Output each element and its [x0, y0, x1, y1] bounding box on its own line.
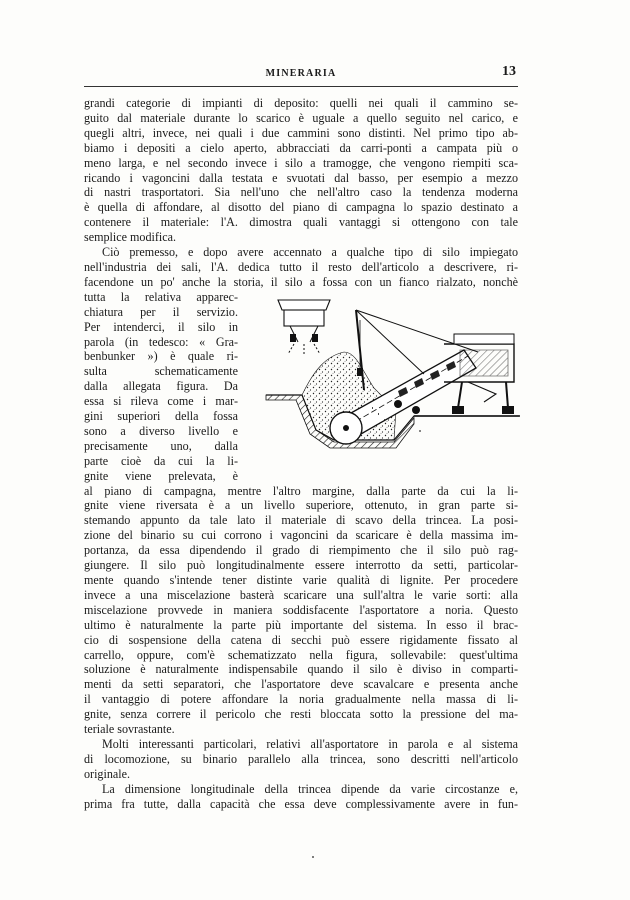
carriage-leg-right: [506, 382, 508, 408]
figure-wrap-block: [84, 290, 518, 484]
text-line: gnite viene riversata è a un livello superiore, ottenuto, in gran parte si-: [84, 498, 518, 513]
text-line: zione del binario su cui corrono i vagoncini da scaricare è della massima im-: [84, 528, 518, 543]
text-line: al piano di campagna, mentre l'altro margine, dalla parte da cui la li-: [84, 483, 518, 498]
text-line: sulta schematicamente: [84, 364, 238, 379]
text-line: tutta la relativa apparec-: [84, 289, 238, 304]
text-line: La dimensione longitudinale della trincea dipende da varie circostanze e,: [102, 781, 518, 796]
silo-figure: [264, 290, 522, 462]
guide-wheel-1: [394, 400, 402, 408]
guide-wheel-2: [412, 406, 420, 414]
text-line: Per intenderci, il silo in: [84, 319, 238, 334]
text-line: dalla allegata figura. Da: [84, 379, 238, 394]
text-line: essa si rileva come i mar-: [84, 394, 238, 409]
text-line: cio di sospensione della catena di secchi può essere rigidamente fissato al: [84, 632, 518, 647]
text-line: Ciò premesso, e dopo avere accennato a qualche tipo di silo impiegato: [102, 245, 518, 260]
text-line: ricando i vagoncini dalla testata e svuotati dal basso, per esempio a mezzo: [84, 170, 518, 185]
text-line: benbunker ») è quale ri-: [84, 349, 238, 364]
text-line: parte cioè da cui la li-: [84, 453, 238, 468]
text-line: menti da setti separatori, che l'asportatore deve scavalcare e presenta anche: [84, 677, 518, 692]
text-line: Molti interessanti particolari, relativi all'asportatore in parola e al sistema: [102, 736, 518, 751]
text-line: portanza, da essa dipendendo il grado di riempimento che il silo può rag-: [84, 543, 518, 558]
text-line: è quella di affondare, al disotto del piano di campagna lo spazio destinato a: [84, 200, 518, 215]
railcar-wheel-left: [290, 334, 296, 342]
text-line: parola (in tedesco: « Gra-: [84, 334, 238, 349]
paragraph-2: [84, 245, 518, 290]
page-speck: [312, 856, 314, 858]
text-line: semplice modifica.: [84, 230, 177, 245]
text-line: nell'industria dei sali, l'A. dedica tutto il resto dell'articolo a descrivere, ri-: [84, 259, 518, 274]
text-line: gini superiori della fossa: [84, 409, 238, 424]
text-line: miscelazione provvede in maniera soddisfacente l'asportatore a noria. Questo: [84, 602, 518, 617]
text-line: di locomozione, su binario parallelo alla trincea, sono descritti nell'articolo: [84, 751, 518, 766]
railcar-hopper: [284, 310, 324, 326]
text-line: prima fra tutte, dalla capacità che essa deve complessivamente avere in fun-: [84, 796, 518, 811]
discharge-chute: [468, 382, 496, 402]
body-text: [84, 96, 518, 812]
text-line: sono a diverso livello e: [84, 423, 238, 438]
text-line: soluzione è naturalmente indispensabile quando il silo è diviso in comparti-: [84, 662, 518, 677]
text-line: facendone un po' anche la storia, il silo a fossa con un fianco rialzato, nonchè: [84, 274, 518, 289]
paragraph-3: [84, 737, 518, 782]
paragraph-1: [84, 96, 518, 245]
running-head: MINERARIA: [265, 68, 337, 79]
railcar-body: [278, 300, 330, 310]
text-line: meno larga, e nel secondo invece i silo a tramogge, che vengono riempiti sca-: [84, 155, 518, 170]
text-line: invece a una miscelazione basterà scaricare una sull'altra le varie sorti: alla: [84, 587, 518, 602]
text-line: chiatura per il servizio.: [84, 304, 238, 319]
paragraph-4: [84, 782, 518, 812]
page-number: 13: [502, 64, 516, 79]
dump-stream: [288, 344, 320, 356]
text-line: guito dal materiale durante lo scarico è uguale a quello seguito nel carico, e: [84, 110, 518, 125]
carriage-leg-left: [458, 382, 462, 408]
text-line: il vantaggio di potere affondare la noria gradualmente nella massa di li-: [84, 692, 518, 707]
page-header: [84, 64, 518, 84]
paragraph-2-continued: [84, 484, 518, 737]
text-line: originale.: [84, 766, 131, 781]
carriage-hatch: [460, 350, 508, 376]
carriage-top: [454, 334, 514, 344]
header-rule: [84, 86, 518, 87]
text-line: stemando appunto da tale lato il materiale di scavo della trincea. La posi-: [84, 513, 518, 528]
narrow-column: [84, 290, 238, 484]
text-line: carrello, oppure, com'è schematizzato nella figura, sollevabile: quest'ultima: [84, 647, 518, 662]
text-line: mente quando s'intende tener distinte varie qualità di lignite. Per procedere: [84, 573, 518, 587]
text-line: gnite viene prelevata, è: [84, 468, 238, 483]
text-line: gnite, senza correre il pericolo che resti bloccata sotto la pressione del ma-: [84, 707, 518, 722]
text-line: di nastri trasportatori. Sia nell'uno che nell'altro caso la tendenza moderna: [84, 185, 518, 200]
text-line: giungere. Il silo può longitudinalmente essere interrotto da setti, particolar-: [84, 558, 518, 573]
text-line: biamo i depositi a cielo aperto, abbracciati da carri-ponti a campata più o: [84, 140, 518, 155]
text-line: quegli altri, invece, nei quali i due cammini sono distinti. Nel primo tipo ab-: [84, 125, 518, 140]
text-line: contenere il materiale: l'A. dimostra quali vantaggi si ottengono con tale: [84, 215, 518, 230]
wheel-left: [452, 406, 464, 414]
text-line: precisamente uno, dalla: [84, 438, 238, 453]
text-line: ultimo è naturalmente la parte più importante del sistema. In esso il brac-: [84, 617, 518, 632]
railcar-wheel-right: [312, 334, 318, 342]
text-line: grandi categorie di impianti di deposito: quelli nei quali il cammino se-: [84, 96, 518, 110]
wheel-right: [502, 406, 514, 414]
text-line: teriale sovrastante.: [84, 722, 175, 737]
